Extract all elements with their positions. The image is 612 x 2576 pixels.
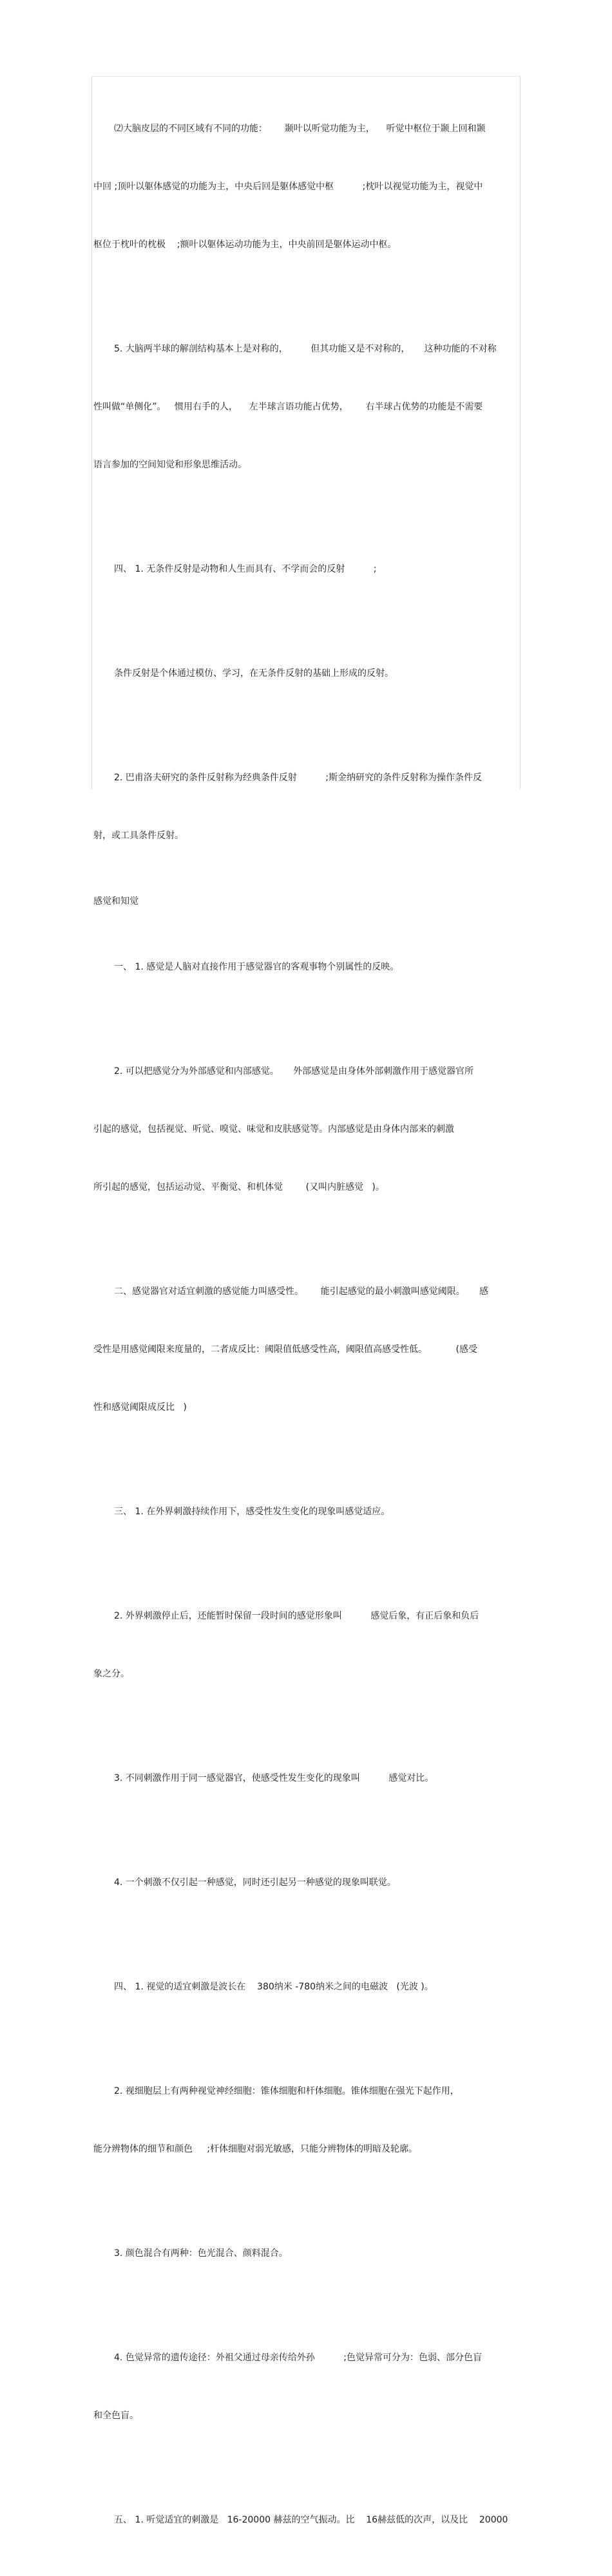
- text-line: 能分辨物体的细节和颜色 ;杆体细胞对弱光敏感，只能分辨物体的明暗及轮廓。: [93, 2144, 417, 2154]
- document-content: [93, 80, 519, 2576]
- text-line: 五、 1. 听觉适宜的刺激是 16-20000 赫兹的空气振动。比 16赫兹低的次声，以及比 20000: [114, 2515, 508, 2525]
- paragraph-visual-stimulus: [93, 1939, 519, 2035]
- paragraph-contrast: [93, 1730, 519, 1827]
- text-line: ⑵大脑皮层的不同区域有不同的功能： 颞叶以听觉功能为主， 听觉中枢位于颞上回和颞: [114, 124, 486, 134]
- text-line: 引起的感觉，包括视觉、听觉、嗅觉、味觉和皮肤感觉等。内部感觉是由身体内部来的刺激: [93, 1124, 454, 1134]
- paragraph-conditioned-reflex: [93, 625, 519, 722]
- text-line: 所引起的感觉，包括运动觉、平衡觉、和机体觉 (又叫内脏感觉 )。: [93, 1182, 385, 1192]
- paragraph-adaptation: [93, 1463, 519, 1560]
- text-line: 4. 色觉异常的遗传途径：外祖父通过母亲传给外孙 ;色觉异常可分为：色弱、部分色盲: [114, 2353, 483, 2363]
- text-line: 二、感觉器官对适宜刺激的感觉能力叫感受性。 能引起感觉的最小刺激叫感觉阈限。 感: [114, 1286, 488, 1297]
- text-line: 2. 外界刺激停止后，还能暂时保留一段时间的感觉形象叫 感觉后象，有正后象和负后: [114, 1611, 479, 1621]
- text-line: 一、 1. 感觉是人脑对直接作用于感觉器官的客观事物个别属性的反映。: [114, 962, 399, 972]
- text-line: 条件反射是个体通过模仿、学习，在无条件反射的基础上形成的反射。: [114, 668, 394, 679]
- section-heading: 感觉和知觉: [93, 896, 139, 907]
- text-line: 性和感觉阈限成反比 ): [93, 1402, 187, 1413]
- text-line: 语言参加的空间知觉和形象思维活动。: [93, 460, 247, 470]
- text-line: 2. 视细胞层上有两种视觉神经细胞：锥体细胞和杆体细胞。锥体细胞在强光下起作用，: [114, 2086, 459, 2096]
- text-line: 3. 颜色混合有两种：色光混合、颜料混合。: [114, 2248, 288, 2259]
- text-line: 4. 一个刺激不仅引起一种感觉，同时还引起另一种感觉的现象叫联觉。: [114, 1877, 396, 1888]
- paragraph-color-mixing: [93, 2205, 519, 2302]
- paragraph-lateralization: [93, 301, 519, 513]
- paragraph-pavlov-skinner: [93, 729, 519, 884]
- text-line: 枢位于枕叶的枕极 ;额叶以躯体运动功能为主，中央前回是躯体运动中枢。: [93, 240, 397, 250]
- paragraph-sensation-definition: [93, 919, 519, 1015]
- text-line: 四、 1. 视觉的适宜刺激是波长在 380纳米 -780纳米之间的电磁波 (光波 )。: [114, 1982, 434, 1992]
- paragraph-synesthesia: [93, 1834, 519, 1931]
- text-line: 象之分。: [93, 1669, 129, 1679]
- paragraph-visual-cells: [93, 2043, 519, 2197]
- text-line: 和全色盲。: [93, 2411, 139, 2421]
- paragraph-unconditioned-reflex: [93, 521, 519, 617]
- text-line: 中回 ;顶叶以躯体感觉的功能为主，中央后回是躯体感觉中枢 ;枕叶以视觉功能为主，视觉中: [93, 182, 483, 192]
- text-line: 性叫做“单侧化”。 惯用右手的人， 左半球言语功能占优势， 右半球占优势的功能是不需要: [93, 402, 483, 412]
- paragraph-afterimage: [93, 1568, 519, 1722]
- paragraph-sensation-types: [93, 1023, 519, 1236]
- text-line: 射，或工具条件反射。: [93, 831, 184, 841]
- text-line: 受性是用感觉阈限来度量的，二者成反比：阈限值低感受性高，阈限值高感受性低。 (感受: [93, 1344, 477, 1355]
- text-line: 四、 1. 无条件反射是动物和人生而具有、不学而会的反射 ;: [114, 564, 377, 574]
- paragraph-sensitivity: [93, 1243, 519, 1456]
- document-page: [91, 76, 521, 2525]
- paragraph-cortex-functions: [93, 80, 519, 293]
- text-line: 2. 巴甫洛夫研究的条件反射称为经典条件反射 ;斯金纳研究的条件反射称为操作条件反: [114, 773, 483, 783]
- paragraph-color-blindness: [93, 2309, 519, 2464]
- text-line: 2. 可以把感觉分为外部感觉和内部感觉。 外部感觉是由身体外部刺激作用于感觉器官所: [114, 1066, 474, 1076]
- text-line: 三、 1. 在外界刺激持续作用下，感受性发生变化的现象叫感觉适应。: [114, 1507, 390, 1517]
- text-line: 5. 大脑两半球的解剖结构基本上是对称的， 但其功能又是不对称的， 这种功能的不对称: [114, 344, 497, 354]
- text-line: 3. 不同刺激作用于同一感觉器官，使感受性发生变化的现象叫 感觉对比。: [114, 1773, 434, 1783]
- paragraph-hearing-stimulus: [93, 2472, 519, 2568]
